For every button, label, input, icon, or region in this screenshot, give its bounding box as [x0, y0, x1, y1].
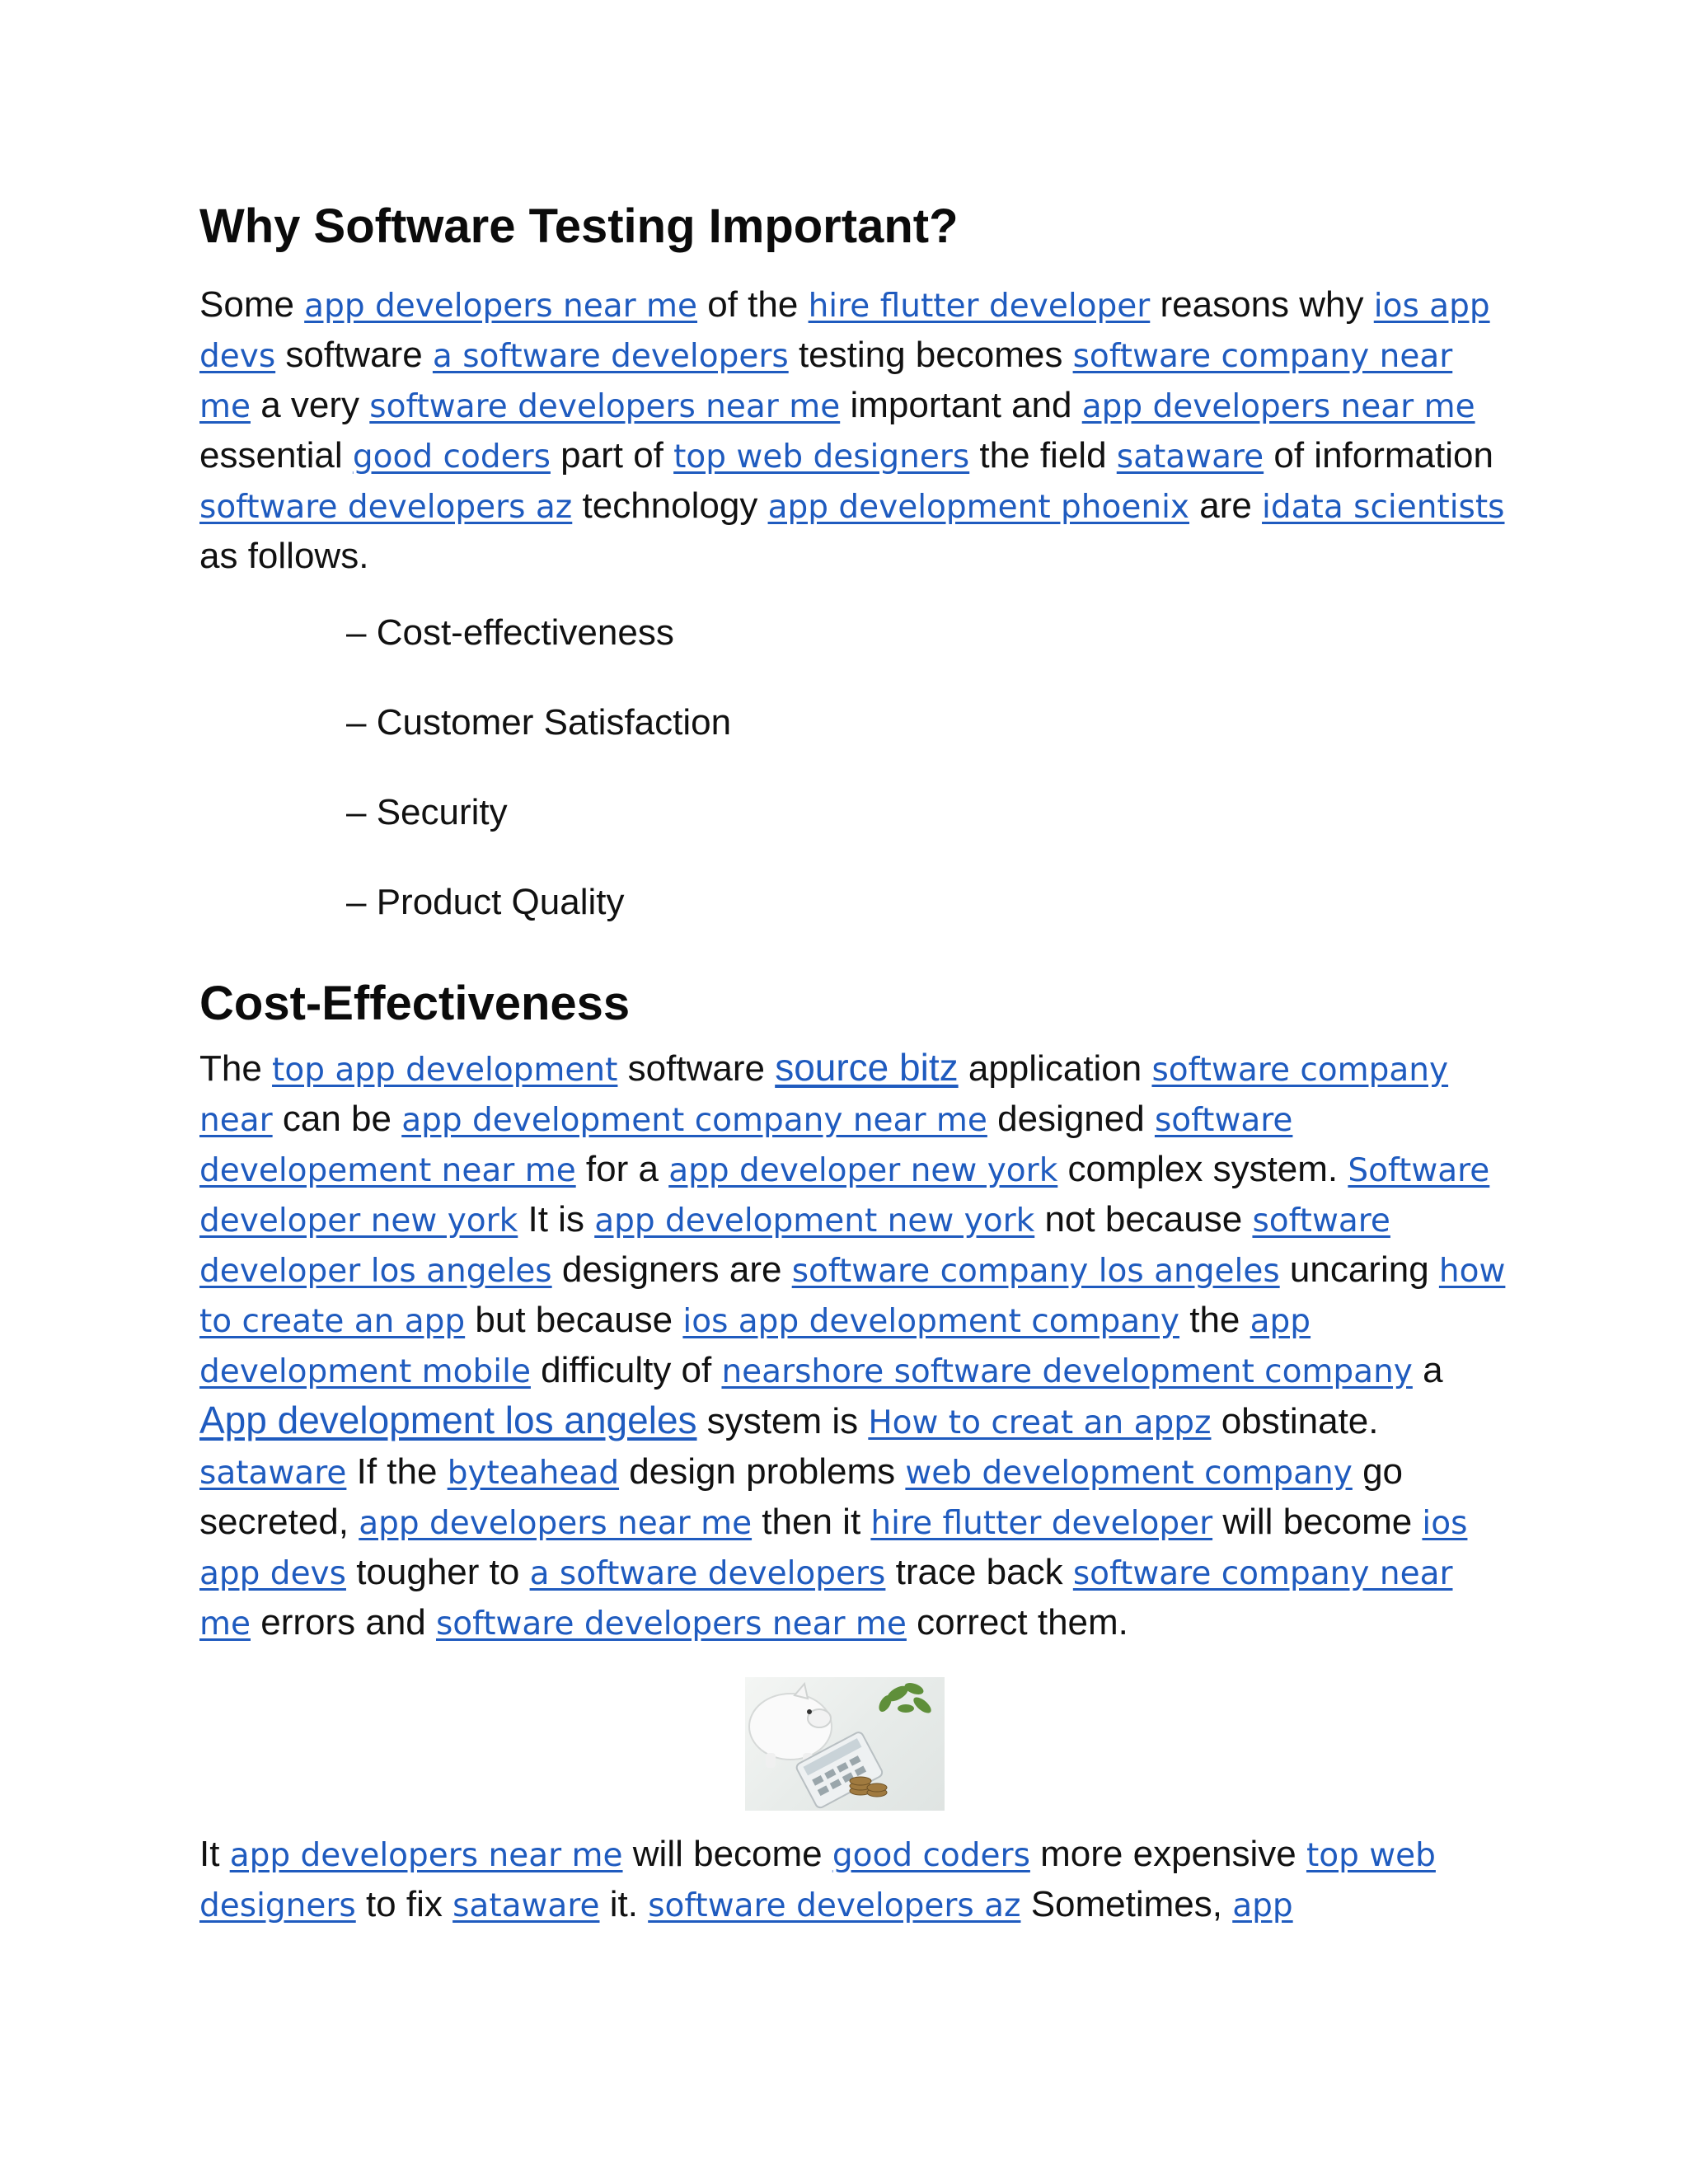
body-text: It [199, 1834, 230, 1874]
inline-link[interactable]: top web designers [673, 438, 970, 476]
closing-paragraph [199, 1830, 1510, 1930]
body-text: essential [199, 435, 353, 476]
body-text: the [1179, 1300, 1250, 1340]
inline-link[interactable]: app [1232, 1887, 1293, 1924]
inline-link[interactable]: sataware [1116, 438, 1264, 476]
inline-link[interactable]: app developers near me [229, 1837, 623, 1874]
body-text: design problems [619, 1451, 906, 1492]
inline-link[interactable]: app developers near me [1081, 388, 1475, 425]
body-text: application [958, 1048, 1152, 1089]
body-text: reasons why [1150, 284, 1374, 325]
body-text: for a [575, 1149, 669, 1189]
body-text: to fix [355, 1884, 453, 1924]
inline-link[interactable]: sataware [452, 1887, 600, 1924]
piggy-bank-image [745, 1677, 945, 1811]
section-title-why-testing: Why Software Testing Important? [199, 199, 959, 253]
body-text: uncaring [1279, 1249, 1439, 1290]
inline-link[interactable]: app developers near me [359, 1505, 753, 1542]
inline-link[interactable]: ios app development company [682, 1303, 1180, 1340]
body-text: important and [840, 385, 1082, 425]
body-text: are [1189, 485, 1263, 526]
body-text: not because [1034, 1199, 1253, 1240]
body-text: a [1412, 1350, 1443, 1390]
inline-link[interactable]: hire flutter developer [870, 1505, 1213, 1542]
body-text: errors and [251, 1602, 436, 1643]
body-text: of the [697, 284, 809, 325]
body-text: difficulty of [530, 1350, 722, 1390]
inline-link[interactable]: How to creat an appz [868, 1404, 1212, 1441]
body-text: the field [969, 435, 1117, 476]
list-item: – Product Quality [346, 882, 625, 922]
list-item: – Customer Satisfaction [346, 702, 732, 743]
body-text: complex system. [1057, 1149, 1348, 1189]
body-text: If the [346, 1451, 448, 1492]
body-text: will become [1212, 1502, 1423, 1542]
body-text: more expensive [1029, 1834, 1306, 1874]
inline-link[interactable]: top app development [272, 1052, 618, 1089]
inline-link[interactable]: software developers az [199, 489, 573, 526]
body-text: obstinate. [1211, 1401, 1379, 1441]
body-text: correct them. [906, 1602, 1128, 1643]
inline-link[interactable]: software company near me [199, 338, 1453, 425]
inline-link[interactable]: software developement near me [199, 1102, 1293, 1189]
inline-link[interactable]: software company near me [199, 1555, 1453, 1643]
body-text: It is [518, 1199, 595, 1240]
inline-link[interactable]: hire flutter developer [808, 288, 1151, 325]
inline-link[interactable]: good coders [352, 438, 551, 476]
body-text: trace back [885, 1552, 1073, 1592]
body-text: tougher to [345, 1552, 530, 1592]
body-text: a very [251, 385, 370, 425]
inline-link[interactable]: a software developers [432, 338, 789, 375]
inline-link[interactable]: App development los angeles [199, 1399, 697, 1441]
inline-link[interactable]: app development new york [594, 1202, 1035, 1240]
body-text: can be [272, 1099, 402, 1139]
body-text: part of [550, 435, 674, 476]
body-text: it. [599, 1884, 649, 1924]
inline-link[interactable]: sataware [199, 1455, 347, 1492]
body-text: as follows. [199, 536, 369, 576]
body-text: will become [622, 1834, 832, 1874]
inline-link[interactable]: software company los angeles [791, 1253, 1280, 1290]
inline-link[interactable]: idata scientists [1262, 489, 1505, 526]
inline-link[interactable]: web development company [905, 1455, 1353, 1492]
inline-link[interactable]: software developers az [648, 1887, 1021, 1924]
body-text: The [199, 1048, 273, 1089]
body-text: of information [1264, 435, 1493, 476]
inline-link[interactable]: byteahead [447, 1455, 620, 1492]
inline-link[interactable]: app developers near me [304, 288, 698, 325]
inline-link[interactable]: good coders [832, 1837, 1030, 1874]
body-text: then it [752, 1502, 871, 1542]
body-text: but because [465, 1300, 683, 1340]
body-text: Some [199, 284, 305, 325]
body-text: designed [987, 1099, 1155, 1139]
inline-link[interactable]: software developers near me [435, 1605, 907, 1643]
inline-link[interactable]: app development phoenix [767, 489, 1189, 526]
inline-link[interactable]: app development company near me [401, 1102, 987, 1139]
inline-link[interactable]: ios app devs [199, 288, 1490, 375]
cost-paragraph [199, 1043, 1510, 1648]
inline-link[interactable]: nearshore software development company [721, 1353, 1413, 1390]
inline-link[interactable]: app development mobile [199, 1303, 1311, 1390]
intro-paragraph [199, 280, 1510, 580]
body-text: Sometimes, [1020, 1884, 1233, 1924]
inline-link[interactable]: software developer los angeles [199, 1202, 1390, 1290]
inline-link[interactable]: how to create an app [199, 1253, 1506, 1340]
list-item: – Cost-effectiveness [346, 612, 674, 653]
inline-link[interactable]: app developer new york [668, 1152, 1058, 1189]
body-text: go secreted, [199, 1451, 1404, 1542]
body-text: software [617, 1048, 776, 1089]
inline-link[interactable]: software developers near me [369, 388, 841, 425]
body-text: technology [572, 485, 768, 526]
inline-link[interactable]: ios app devs [199, 1505, 1468, 1592]
list-item: – Security [346, 792, 508, 832]
body-text: testing becomes [788, 335, 1073, 375]
inline-link[interactable]: source bitz [775, 1046, 959, 1089]
inline-link[interactable]: top web designers [199, 1837, 1436, 1924]
inline-link[interactable]: software company near [199, 1052, 1449, 1139]
reasons-list [346, 612, 731, 971]
inline-link[interactable]: a software developers [529, 1555, 886, 1592]
body-text: software [275, 335, 433, 375]
inline-link[interactable]: Software developer new york [199, 1152, 1490, 1240]
body-text: system is [696, 1401, 869, 1441]
section-title-cost-effectiveness: Cost-Effectiveness [199, 977, 631, 1030]
body-text: designers are [551, 1249, 792, 1290]
